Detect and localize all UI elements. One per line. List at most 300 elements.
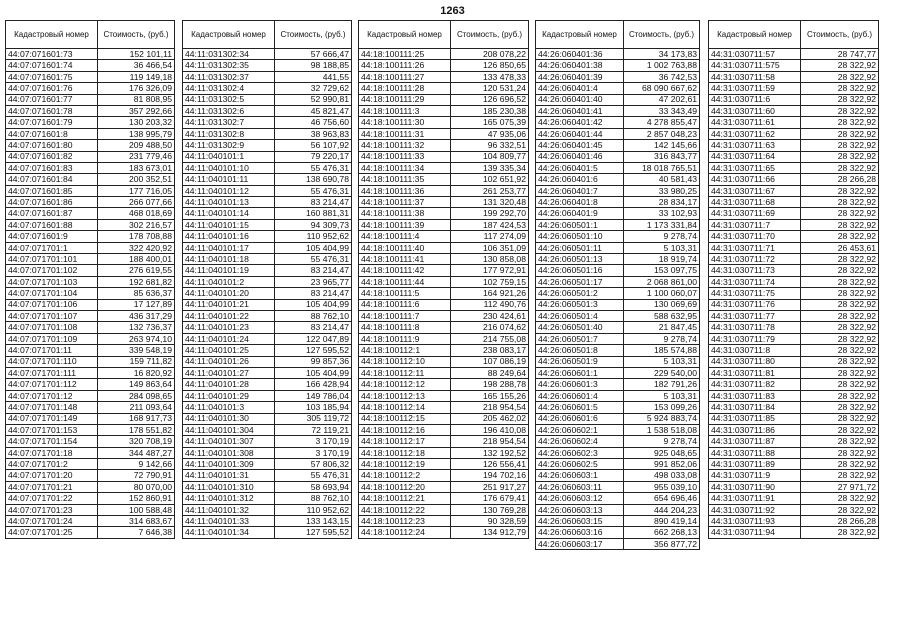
table-row: [359, 345, 529, 356]
cadastral-number-cell: 44:26:060401:6: [536, 174, 624, 185]
cost-cell: 168 917,73: [98, 413, 175, 424]
cost-cell: 198 288,78: [451, 379, 529, 390]
cost-cell: 266 077,66: [98, 197, 175, 208]
cadastral-number-cell: 44:11:040101:11: [183, 174, 275, 185]
table-row: [6, 356, 175, 367]
cadastral-number-cell: 44:26:060603:17: [536, 538, 624, 549]
cadastral-number-cell: 44:18:100111:6: [359, 299, 451, 310]
table-row: [536, 162, 700, 173]
cadastral-number-cell: 44:26:060601:4: [536, 390, 624, 401]
header-cost: Стоимость, (руб.): [624, 21, 700, 49]
table-row: [536, 49, 700, 60]
cost-cell: 38 963,83: [275, 128, 352, 139]
cadastral-number-cell: 44:18:100111:37: [359, 197, 451, 208]
table-row: [359, 105, 529, 116]
table-row: [359, 162, 529, 173]
cost-cell: 152 860,91: [98, 493, 175, 504]
cost-cell: 57 666,47: [275, 49, 352, 60]
header-cadastral: Кадастровый номер: [536, 21, 624, 49]
cadastral-number-cell: 44:31:030711:69: [709, 208, 801, 219]
table-row: [536, 447, 700, 458]
table-row: [359, 402, 529, 413]
cost-cell: 320 708,19: [98, 436, 175, 447]
table-row: [709, 322, 879, 333]
cadastral-number-cell: 44:31:030711:70: [709, 231, 801, 242]
cost-cell: 28 322,92: [801, 424, 879, 435]
table-row: [709, 71, 879, 82]
cost-cell: 5 103,31: [624, 242, 700, 253]
table-row: [536, 276, 700, 287]
table-row: [536, 424, 700, 435]
cost-cell: 183 673,01: [98, 162, 175, 173]
cost-cell: 72 119,21: [275, 424, 352, 435]
cost-cell: 211 093,64: [98, 402, 175, 413]
cost-cell: 72 790,91: [98, 470, 175, 481]
cadastral-number-cell: 44:31:030711:65: [709, 162, 801, 173]
cost-cell: 142 145,66: [624, 140, 700, 151]
cadastral-number-cell: 44:26:060603:15: [536, 516, 624, 527]
table-row: [536, 151, 700, 162]
table-row: [536, 128, 700, 139]
table-row: [709, 254, 879, 265]
table-row: [183, 71, 352, 82]
cadastral-number-cell: 44:31:030711:8: [709, 345, 801, 356]
cadastral-number-cell: 44:11:040101:309: [183, 459, 275, 470]
cadastral-number-cell: 44:26:060602:3: [536, 447, 624, 458]
cadastral-number-cell: 44:11:031302:37: [183, 71, 275, 82]
cost-cell: 110 952,62: [275, 231, 352, 242]
cadastral-number-cell: 44:07:071701:154: [6, 436, 98, 447]
cadastral-number-cell: 44:26:060401:4: [536, 83, 624, 94]
cost-cell: 90 328,59: [451, 516, 529, 527]
cadastral-number-cell: 44:31:030711:7: [709, 219, 801, 230]
table-row: [359, 299, 529, 310]
cost-cell: 314 683,67: [98, 516, 175, 527]
table-row: [709, 470, 879, 481]
cost-cell: 28 322,92: [801, 60, 879, 71]
table-row: [709, 493, 879, 504]
cadastral-number-cell: 44:07:071601:80: [6, 140, 98, 151]
cost-cell: 218 954,54: [451, 436, 529, 447]
cost-cell: 498 033,08: [624, 470, 700, 481]
cost-cell: 81 808,95: [98, 94, 175, 105]
cadastral-number-cell: 44:31:030711:89: [709, 459, 801, 470]
cadastral-number-cell: 44:26:060602:5: [536, 459, 624, 470]
table-row: [359, 276, 529, 287]
cadastral-number-cell: 44:07:071601:9: [6, 231, 98, 242]
cadastral-number-cell: 44:07:071701:101: [6, 254, 98, 265]
cost-cell: 194 702,16: [451, 470, 529, 481]
table-row: [6, 390, 175, 401]
cadastral-number-cell: 44:18:100111:38: [359, 208, 451, 219]
table-header-row: [536, 21, 700, 49]
table-row: [183, 459, 352, 470]
cadastral-number-cell: 44:11:040101:24: [183, 333, 275, 344]
cadastral-number-cell: 44:18:100111:40: [359, 242, 451, 253]
cost-cell: 107 086,19: [451, 356, 529, 367]
table-row: [6, 162, 175, 173]
cadastral-number-cell: 44:26:060401:36: [536, 49, 624, 60]
cost-cell: 153 097,75: [624, 265, 700, 276]
table-row: [6, 436, 175, 447]
table-row: [359, 128, 529, 139]
cost-cell: 18 919,74: [624, 254, 700, 265]
cost-cell: 45 821,47: [275, 105, 352, 116]
cost-cell: 925 048,65: [624, 447, 700, 458]
cadastral-number-cell: 44:07:071601:73: [6, 49, 98, 60]
cadastral-number-cell: 44:11:031302:6: [183, 105, 275, 116]
cadastral-number-cell: 44:11:031302:5: [183, 94, 275, 105]
table-row: [536, 516, 700, 527]
cadastral-number-cell: 44:07:071701:111: [6, 367, 98, 378]
table-row: [359, 49, 529, 60]
cadastral-number-cell: 44:26:060401:41: [536, 105, 624, 116]
cadastral-number-cell: 44:31:030711:64: [709, 151, 801, 162]
cadastral-number-cell: 44:07:071701:18: [6, 447, 98, 458]
table-row: [6, 83, 175, 94]
cost-cell: 166 428,94: [275, 379, 352, 390]
cost-cell: 28 322,92: [801, 527, 879, 538]
cost-cell: 132 192,52: [451, 447, 529, 458]
cadastral-number-cell: 44:11:040101:23: [183, 322, 275, 333]
table-row: [709, 310, 879, 321]
cost-cell: 238 083,17: [451, 345, 529, 356]
cadastral-number-cell: 44:26:060501:9: [536, 356, 624, 367]
cost-cell: 28 322,92: [801, 219, 879, 230]
cadastral-number-cell: 44:11:031302:7: [183, 117, 275, 128]
cost-cell: 17 127,89: [98, 299, 175, 310]
table-row: [183, 299, 352, 310]
cost-cell: 99 857,36: [275, 356, 352, 367]
cost-cell: 177 972,91: [451, 265, 529, 276]
cost-cell: 28 322,92: [801, 356, 879, 367]
table-row: [6, 71, 175, 82]
table-row: [6, 117, 175, 128]
cost-cell: 102 651,92: [451, 174, 529, 185]
cadastral-number-cell: 44:26:060501:1: [536, 219, 624, 230]
table-row: [183, 504, 352, 515]
cost-cell: 127 595,52: [275, 345, 352, 356]
cost-cell: 28 322,92: [801, 208, 879, 219]
cost-cell: 214 755,08: [451, 333, 529, 344]
table-row: [6, 242, 175, 253]
cadastral-number-cell: 44:11:040101:13: [183, 197, 275, 208]
table-row: [536, 254, 700, 265]
cost-cell: 160 881,31: [275, 208, 352, 219]
cadastral-number-cell: 44:18:100112:12: [359, 379, 451, 390]
table-row: [6, 459, 175, 470]
cost-cell: 176 679,41: [451, 493, 529, 504]
cadastral-number-cell: 44:07:071601:83: [6, 162, 98, 173]
cadastral-number-cell: 44:11:040101:31: [183, 470, 275, 481]
cadastral-number-cell: 44:18:100111:28: [359, 83, 451, 94]
cadastral-number-cell: 44:31:030711:88: [709, 447, 801, 458]
cadastral-number-cell: 44:18:100112:10: [359, 356, 451, 367]
table-row: [709, 94, 879, 105]
cost-cell: 216 074,62: [451, 322, 529, 333]
cost-cell: 28 322,92: [801, 390, 879, 401]
cost-cell: 28 322,92: [801, 436, 879, 447]
table-row: [183, 516, 352, 527]
table-row: [709, 333, 879, 344]
table-row: [183, 493, 352, 504]
cost-cell: 130 069,69: [624, 299, 700, 310]
cadastral-number-cell: 44:07:071701:153: [6, 424, 98, 435]
table-row: [183, 242, 352, 253]
cost-cell: 28 322,92: [801, 299, 879, 310]
table-row: [709, 367, 879, 378]
cadastral-number-cell: 44:18:100111:39: [359, 219, 451, 230]
table-row: [6, 254, 175, 265]
table-row: [6, 208, 175, 219]
cost-cell: 98 188,85: [275, 60, 352, 71]
cost-cell: 102 759,15: [451, 276, 529, 287]
cost-cell: 28 834,17: [624, 197, 700, 208]
cost-cell: 28 322,92: [801, 71, 879, 82]
cadastral-number-cell: 44:26:060401:44: [536, 128, 624, 139]
cadastral-number-cell: 44:18:100112:14: [359, 402, 451, 413]
table-row: [359, 447, 529, 458]
cost-cell: 34 173,83: [624, 49, 700, 60]
table-row: [536, 288, 700, 299]
header-cadastral: Кадастровый номер: [6, 21, 98, 49]
cost-cell: 339 548,19: [98, 345, 175, 356]
cost-cell: 284 098,65: [98, 390, 175, 401]
cadastral-number-cell: 44:31:030711:60: [709, 105, 801, 116]
cadastral-number-cell: 44:31:030711:92: [709, 504, 801, 515]
table-row: [183, 219, 352, 230]
cost-cell: 654 696,46: [624, 493, 700, 504]
table-row: [6, 94, 175, 105]
cost-cell: 208 078,22: [451, 49, 529, 60]
table-row: [536, 345, 700, 356]
cost-cell: 33 102,93: [624, 208, 700, 219]
cost-cell: 130 858,08: [451, 254, 529, 265]
cadastral-number-cell: 44:11:031302:4: [183, 83, 275, 94]
cadastral-number-cell: 44:07:071601:78: [6, 105, 98, 116]
cost-cell: 138 995,79: [98, 128, 175, 139]
cadastral-number-cell: 44:18:100111:29: [359, 94, 451, 105]
table-row: [359, 493, 529, 504]
cadastral-number-cell: 44:31:030711:94: [709, 527, 801, 538]
header-cadastral: Кадастровый номер: [709, 21, 801, 49]
cadastral-number-cell: 44:07:071601:85: [6, 185, 98, 196]
table-row: [709, 390, 879, 401]
cadastral-number-cell: 44:31:030711:90: [709, 481, 801, 492]
table-row: [536, 185, 700, 196]
cadastral-number-cell: 44:07:071701:23: [6, 504, 98, 515]
cadastral-number-cell: 44:18:100111:34: [359, 162, 451, 173]
cost-cell: 57 806,32: [275, 459, 352, 470]
table-row: [6, 174, 175, 185]
cost-cell: 187 424,53: [451, 219, 529, 230]
table-row: [359, 60, 529, 71]
cost-cell: 28 322,92: [801, 254, 879, 265]
table-row: [709, 424, 879, 435]
cost-cell: 28 322,92: [801, 493, 879, 504]
cadastral-number-cell: 44:07:071601:8: [6, 128, 98, 139]
cadastral-number-cell: 44:11:040101:304: [183, 424, 275, 435]
cost-cell: 251 917,27: [451, 481, 529, 492]
cadastral-number-cell: 44:18:100112:1: [359, 345, 451, 356]
cadastral-number-cell: 44:18:100112:20: [359, 481, 451, 492]
table-row: [183, 436, 352, 447]
table-row: [709, 105, 879, 116]
cost-cell: 47 935,06: [451, 128, 529, 139]
table-row: [183, 128, 352, 139]
table-row: [709, 174, 879, 185]
table-row: [183, 185, 352, 196]
cadastral-number-cell: 44:31:030711:62: [709, 128, 801, 139]
cost-cell: 110 952,62: [275, 504, 352, 515]
cadastral-number-cell: 44:07:071701:110: [6, 356, 98, 367]
cadastral-number-cell: 44:07:071701:102: [6, 265, 98, 276]
table-row: [359, 151, 529, 162]
cost-cell: 316 843,77: [624, 151, 700, 162]
cost-cell: 117 274,09: [451, 231, 529, 242]
cadastral-number-cell: 44:18:100112:21: [359, 493, 451, 504]
cadastral-number-cell: 44:31:030711:81: [709, 367, 801, 378]
cadastral-number-cell: 44:07:071701:107: [6, 310, 98, 321]
cadastral-number-cell: 44:26:060501:2: [536, 288, 624, 299]
cadastral-number-cell: 44:07:071601:84: [6, 174, 98, 185]
cost-cell: 5 924 883,74: [624, 413, 700, 424]
cost-cell: 28 322,92: [801, 140, 879, 151]
cadastral-number-cell: 44:11:040101:28: [183, 379, 275, 390]
table-row: [709, 140, 879, 151]
table-row: [6, 481, 175, 492]
cadastral-number-cell: 44:31:030711:82: [709, 379, 801, 390]
cadastral-number-cell: 44:18:100111:32: [359, 140, 451, 151]
cost-cell: 9 278,74: [624, 231, 700, 242]
table-row: [6, 516, 175, 527]
cost-cell: 28 322,92: [801, 459, 879, 470]
table-row: [183, 60, 352, 71]
table-row: [359, 174, 529, 185]
cost-cell: 218 954,54: [451, 402, 529, 413]
cost-cell: 28 322,92: [801, 345, 879, 356]
table-row: [183, 310, 352, 321]
table-row: [183, 174, 352, 185]
table-row: [536, 459, 700, 470]
cadastral-number-cell: 44:18:100111:9: [359, 333, 451, 344]
cost-cell: 33 343,49: [624, 105, 700, 116]
cadastral-number-cell: 44:18:100112:11: [359, 367, 451, 378]
cadastral-number-cell: 44:18:100111:27: [359, 71, 451, 82]
cost-cell: 1 538 518,08: [624, 424, 700, 435]
table-row: [536, 402, 700, 413]
cost-cell: 104 809,77: [451, 151, 529, 162]
cadastral-number-cell: 44:26:060601:5: [536, 402, 624, 413]
cadastral-number-cell: 44:31:030711:76: [709, 299, 801, 310]
cost-cell: 126 696,52: [451, 94, 529, 105]
table-row: [6, 231, 175, 242]
cadastral-number-cell: 44:26:060602:4: [536, 436, 624, 447]
cost-cell: 106 351,09: [451, 242, 529, 253]
cadastral-number-cell: 44:11:031302:8: [183, 128, 275, 139]
cadastral-table-3: [358, 20, 529, 539]
cost-cell: 263 974,10: [98, 333, 175, 344]
cadastral-number-cell: 44:31:030711:68: [709, 197, 801, 208]
table-row: [536, 367, 700, 378]
cadastral-number-cell: 44:26:060501:16: [536, 265, 624, 276]
table-row: [536, 310, 700, 321]
cost-cell: 55 476,31: [275, 470, 352, 481]
cost-cell: 188 400,01: [98, 254, 175, 265]
table-row: [536, 219, 700, 230]
table-row: [359, 71, 529, 82]
cadastral-number-cell: 44:07:071601:75: [6, 71, 98, 82]
table-row: [6, 197, 175, 208]
cost-cell: 196 410,08: [451, 424, 529, 435]
cadastral-number-cell: 44:07:071701:149: [6, 413, 98, 424]
cost-cell: 185 230,38: [451, 105, 529, 116]
table-row: [6, 288, 175, 299]
cadastral-number-cell: 44:31:030711:59: [709, 83, 801, 94]
header-cost: Стоимость, (руб.): [451, 21, 529, 49]
cost-cell: 85 636,37: [98, 288, 175, 299]
cadastral-number-cell: 44:26:060601:3: [536, 379, 624, 390]
table-row: [183, 49, 352, 60]
table-row: [6, 367, 175, 378]
cost-cell: 662 268,13: [624, 527, 700, 538]
table-row: [359, 94, 529, 105]
cost-cell: 133 143,15: [275, 516, 352, 527]
cadastral-number-cell: 44:11:040101:29: [183, 390, 275, 401]
cost-cell: 132 736,37: [98, 322, 175, 333]
table-row: [359, 242, 529, 253]
table-row: [359, 288, 529, 299]
table-row: [6, 447, 175, 458]
table-row: [536, 333, 700, 344]
cost-cell: 178 708,88: [98, 231, 175, 242]
cost-cell: 205 462,02: [451, 413, 529, 424]
cadastral-number-cell: 44:26:060603:1: [536, 470, 624, 481]
cadastral-number-cell: 44:11:040101:20: [183, 288, 275, 299]
table-row: [536, 356, 700, 367]
table-header-row: [359, 21, 529, 49]
cost-cell: 138 690,78: [275, 174, 352, 185]
cadastral-number-cell: 44:07:071601:76: [6, 83, 98, 94]
cadastral-number-cell: 44:31:030711:66: [709, 174, 801, 185]
cost-cell: 88 762,10: [275, 493, 352, 504]
cost-cell: 357 292,66: [98, 105, 175, 116]
cadastral-number-cell: 44:07:071701:112: [6, 379, 98, 390]
cadastral-number-cell: 44:26:060601:1: [536, 367, 624, 378]
cost-cell: 436 317,29: [98, 310, 175, 321]
table-row: [359, 436, 529, 447]
cost-cell: 83 214,47: [275, 322, 352, 333]
cost-cell: 441,55: [275, 71, 352, 82]
table-row: [183, 231, 352, 242]
cadastral-number-cell: 44:11:040101:32: [183, 504, 275, 515]
table-row: [536, 538, 700, 549]
cost-cell: 231 779,46: [98, 151, 175, 162]
cadastral-number-cell: 44:07:071601:77: [6, 94, 98, 105]
cadastral-number-cell: 44:07:071701:12: [6, 390, 98, 401]
cadastral-number-cell: 44:26:060401:9: [536, 208, 624, 219]
table-row: [359, 219, 529, 230]
cadastral-number-cell: 44:31:030711:78: [709, 322, 801, 333]
cost-cell: 2 068 861,00: [624, 276, 700, 287]
cadastral-number-cell: 44:18:100111:36: [359, 185, 451, 196]
cadastral-number-cell: 44:31:030711:93: [709, 516, 801, 527]
cost-cell: 32 729,62: [275, 83, 352, 94]
cadastral-number-cell: 44:07:071601:74: [6, 60, 98, 71]
table-row: [6, 310, 175, 321]
cost-cell: 28 322,92: [801, 185, 879, 196]
cadastral-number-cell: 44:18:100111:31: [359, 128, 451, 139]
